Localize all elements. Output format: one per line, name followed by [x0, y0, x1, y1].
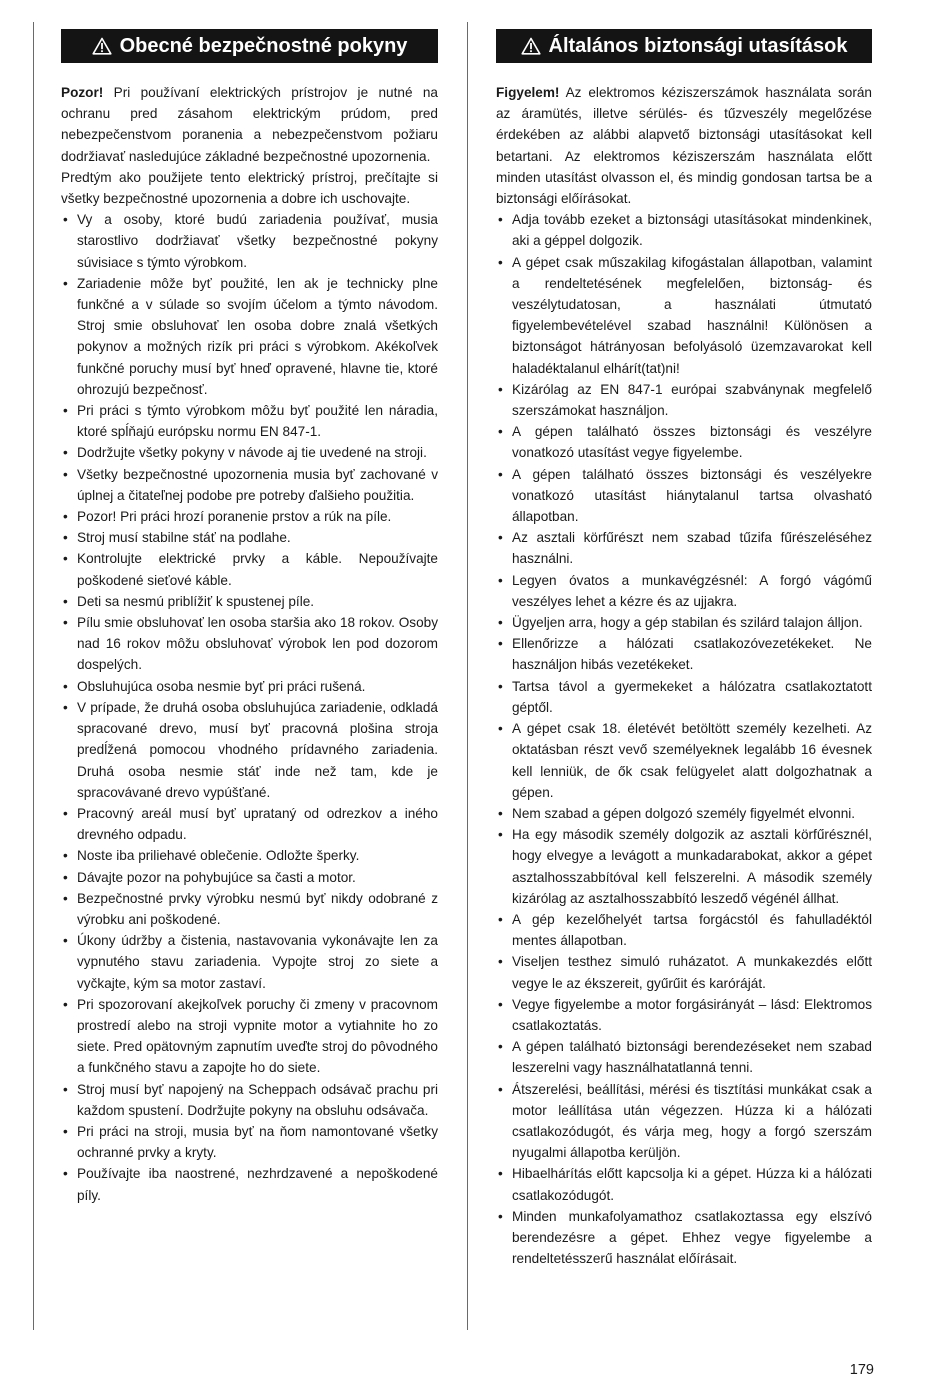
left-list-item: • Úkony údržby a čistenia, nastavovania vykonávajte len za vypnutého stavu zariadenia. Vypojte stroj zo siete a vyčkajte, kým sa motor zastaví. — [61, 930, 438, 994]
left-list-item: • Vy a osoby, ktoré budú zariadenia používať, musia starostlivo dodržiavať všetky bezpečnostné pokyny súvisiace s týmto výrobkom. — [61, 209, 438, 273]
left-intro-text: Pri používaní elektrických prístrojov je nutné na ochranu pred zásahom elektrickým prúdom, pred nebezpečenstvom poranenia a nebezpečenstvom požiaru dodržiavať nasledujúce základné bezpečnostné upozornenia. — [61, 85, 438, 164]
right-list-item: • Ügyeljen arra, hogy a gép stabilan és szilárd talajon álljon. — [496, 612, 872, 633]
left-column — [61, 29, 438, 1206]
right-list-item: • Legyen óvatos a munkavégzésnél: A forgó vágómű veszélyes lehet a kézre és az ujjakra. — [496, 570, 872, 612]
left-list-item: • Používajte iba naostrené, nezhrdzavené a nepoškodené píly. — [61, 1163, 438, 1205]
left-list-item: • Dávajte pozor na pohybujúce sa časti a motor. — [61, 867, 438, 888]
warning-triangle-icon — [92, 37, 112, 55]
right-intro-lead: Figyelem! — [496, 85, 560, 100]
left-intro — [61, 82, 438, 167]
right-list-item: • A gépet csak 18. életévét betöltött személy kezelheti. Az oktatásban részt vevő személyeknek legalább 16 évesnek kell lenniük, de ők csak felügyelet alatt dolgozhatnak a gépen. — [496, 718, 872, 803]
left-bullet-list — [61, 209, 438, 1206]
left-intro-second: Predtým ako použijete tento elektrický prístroj, prečítajte si všetky bezpečnostné upozornenia a dobre ich uschovajte. — [61, 169, 438, 207]
left-list-item: • Všetky bezpečnostné upozornenia musia byť zachované v úplnej a čitateľnej podobe pre potreby ďalšieho použitia. — [61, 464, 438, 506]
left-margin-line — [33, 22, 34, 1330]
right-list-item: • Nem szabad a gépen dolgozó személy figyelmét elvonni. — [496, 803, 872, 824]
right-list-item: • A gépen található összes biztonsági és veszélyekre vonatkozó utasítást hiánytalanul tartsa olvasható állapotban. — [496, 464, 872, 528]
right-intro — [496, 82, 872, 209]
left-body — [61, 82, 438, 1206]
left-list-item: • Pílu smie obsluhovať len osoba staršia ako 18 rokov. Osoby nad 16 rokov môžu obsluhovať výrobok len pod dozorom dospelých. — [61, 612, 438, 676]
left-list-item: • Noste iba priliehavé oblečenie. Odložte šperky. — [61, 845, 438, 866]
left-intro-lead: Pozor! — [61, 85, 104, 100]
left-list-item: • Pracovný areál musí byť uprataný od odrezkov a iného drevného odpadu. — [61, 803, 438, 845]
left-list-item: • Pri práci s týmto výrobkom môžu byť použité len náradia, ktoré spĺňajú európsku normu EN 847-1. — [61, 400, 438, 442]
left-list-item: • Deti sa nesmú priblížiť k spustenej píle. — [61, 591, 438, 612]
right-list-item: • Viseljen testhez simuló ruházatot. A munkakezdés előtt vegye le az ékszereit, gyűrűit és karóráját. — [496, 951, 872, 993]
right-list-item: • Vegye figyelembe a motor forgásirányát – lásd: Elektromos csatlakoztatás. — [496, 994, 872, 1036]
right-list-item: • Átszerelési, beállítási, mérési és tisztítási munkákat csak a motor leállítása után végezzen. Húzza ki a hálózati csatlakozódugót, és várja meg, hogy a forgó szerszám nyugalmi állapotba kerüljön. — [496, 1079, 872, 1164]
left-list-item: • Obsluhujúca osoba nesmie byť pri práci rušená. — [61, 676, 438, 697]
left-list-item: • Stroj musí byť napojený na Scheppach odsávač prachu pri každom spustení. Dodržujte pokyny na obsluhu odsávača. — [61, 1079, 438, 1121]
right-list-item: • Hibaelhárítás előtt kapcsolja ki a gépet. Húzza ki a hálózati csatlakozódugót. — [496, 1163, 872, 1205]
right-list-item: • A gépen található biztonsági berendezéseket nem szabad leszerelni vagy használhatatlanná tenni. — [496, 1036, 872, 1078]
left-list-item: • Zariadenie môže byť použité, len ak je technicky plne funkčné a v súlade so svojím účelom a týmto návodom. Stroj smie obsluhovať len osoba dobre znalá všetkých pokynov a možných rizík pri práci s výrobkom. Akékoľvek funkčné poruchy musí byť hneď opravené, hlavne tie, ktoré ohrozujú bezpečnosť. — [61, 273, 438, 400]
right-list-item: • A gépet csak műszakilag kifogástalan állapotban, valamint a rendeltetésének megfelelően, biztonság- és veszélytudatosan, a használati útmutató figyelembevételével szabad használni! Különösen a biztonságot hátrányosan befolyásoló üzemzavarokat kell haladéktalanul elhárít(tat)ni! — [496, 252, 872, 379]
left-heading-text: Obecné bezpečnostné pokyny — [119, 34, 408, 57]
right-body — [496, 82, 872, 1269]
left-list-item: • Pri spozorovaní akejkoľvek poruchy či zmeny v pracovnom prostredí alebo na stroji vypnite motor a vytiahnite ho zo siete. Pred opätovným zapnutím uveďte stroj do pôvodného a funkčného stavu a zapojte ho do siete. — [61, 994, 438, 1079]
right-list-item: • A gépen található összes biztonsági és veszélyre vonatkozó utasítást vegye figyelembe. — [496, 421, 872, 463]
right-list-item: • Ellenőrizze a hálózati csatlakozóvezetékeket. Ne használjon hibás vezetékeket. — [496, 633, 872, 675]
left-list-item: • Dodržujte všetky pokyny v návode aj tie uvedené na stroji. — [61, 442, 438, 463]
right-list-item: • Ha egy második személy dolgozik az asztali körfűrésznél, hogy elvegye a levágott a munkadarabokat, akkor a gépet asztalhosszabbítóval kell felszerelni. A második személy kizárólag az asztalhosszabbító leszedő végénél állhat. — [496, 824, 872, 909]
right-list-item: • Kizárólag az EN 847-1 európai szabványnak megfelelő szerszámokat használjon. — [496, 379, 872, 421]
column-divider-line — [467, 22, 468, 1330]
left-list-item: • Kontrolujte elektrické prvky a káble. Nepoužívajte poškodené sieťové káble. — [61, 548, 438, 590]
right-heading-text: Általános biztonsági utasítások — [548, 34, 848, 57]
left-list-item: • Pozor! Pri práci hrozí poranenie prstov a rúk na píle. — [61, 506, 438, 527]
left-list-item: • Bezpečnostné prvky výrobku nesmú byť nikdy odobrané z výrobku ani poškodené. — [61, 888, 438, 930]
left-list-item: • Stroj musí stabilne stáť na podlahe. — [61, 527, 438, 548]
right-column — [496, 29, 872, 1269]
right-list-item: • A gép kezelőhelyét tartsa forgácstól és fahulladéktól mentes állapotban. — [496, 909, 872, 951]
right-list-item: • Tartsa távol a gyermekeket a hálózatra csatlakoztatott géptől. — [496, 676, 872, 718]
left-section-heading — [61, 29, 438, 63]
right-list-item: • Adja tovább ezeket a biztonsági utasításokat mindenkinek, aki a géppel dolgozik. — [496, 209, 872, 251]
right-bullet-list — [496, 209, 872, 1269]
right-list-item: • Minden munkafolyamathoz csatlakoztassa egy elszívó berendezésre a gépet. Ehhez vegye figyelembe a rendeltetésszerű használat előírásait. — [496, 1206, 872, 1270]
warning-triangle-icon — [521, 37, 541, 55]
right-intro-text: Az elektromos kéziszerszámok használata során az áramütés, illetve sérülés- és tűzveszély megelőzése érdekében az alábbi alapvető biztonsági utasításokat kell betartani. Az elektromos kéziszerszám használata előtt minden utasítást olvasson el, és mindig gondosan tartsa be a biztonsági előírásokat. — [496, 85, 872, 207]
right-section-heading — [496, 29, 872, 63]
page-number: 179 — [849, 1362, 874, 1378]
right-list-item: • Az asztali körfűrészt nem szabad tűzifa fűrészeléséhez használni. — [496, 527, 872, 569]
left-list-item: • V prípade, že druhá osoba obsluhujúca zariadenie, odkladá spracované drevo, musí byť pracovná plošina stroja predĺžená pomocou vhodného prídavného zariadenia. Druhá osoba nesmie stáť inde než tam, kde je spracovávané drevo vypúšťané. — [61, 697, 438, 803]
left-list-item: • Pri práci na stroji, musia byť na ňom namontované všetky ochranné prvky a kryty. — [61, 1121, 438, 1163]
